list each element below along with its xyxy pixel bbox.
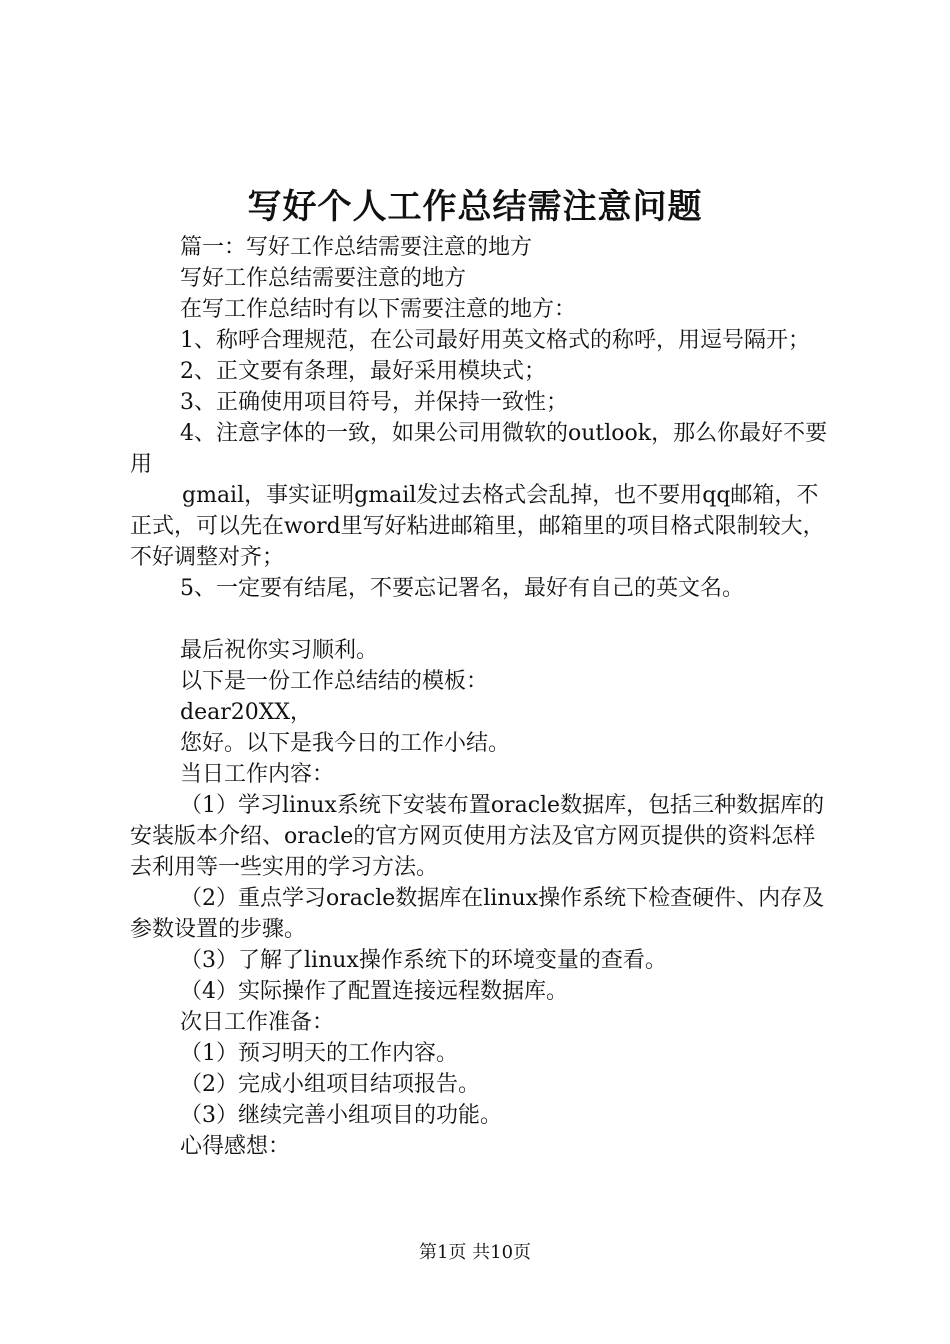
paragraph: 2、正文要有条理，最好采用模块式； xyxy=(180,359,546,384)
paragraph: 5、一定要有结尾，不要忘记署名，最好有自己的英文名。 xyxy=(180,576,744,601)
page-footer: 第1页 共10页 xyxy=(418,1242,532,1263)
paragraph: 您好。以下是我今日的工作小结。 xyxy=(180,731,511,756)
paragraph: 当日工作内容： xyxy=(180,762,335,787)
document-title: 写好个人工作总结需注意问题 xyxy=(247,187,703,227)
paragraph: （1）学习linux系统下安装布置oracle数据库，包括三种数据库的安装版本介绍、oracle的官方网页使用方法及官方网页提供的资料怎样去利用等一些实用的学习方法。 xyxy=(130,793,825,880)
paragraph: 3、正确使用项目符号，并保持一致性； xyxy=(180,390,568,415)
paragraph: （3）了解了linux操作系统下的环境变量的查看。 xyxy=(180,948,667,973)
paragraph: （4）实际操作了配置连接远程数据库。 xyxy=(180,979,568,1004)
paragraph: 篇一：写好工作总结需要注意的地方 xyxy=(180,235,533,260)
paragraph: （3）继续完善小组项目的功能。 xyxy=(180,1103,502,1128)
blank-line xyxy=(130,604,830,635)
paragraph: 心得感想： xyxy=(180,1134,291,1159)
paragraph: （1）预习明天的工作内容。 xyxy=(180,1041,458,1066)
paragraph: gmail，事实证明gmail发过去格式会乱掉，也不要用qq邮箱，不正式，可以先在word里写好粘进邮箱里，邮箱里的项目格式限制较大，不好调整对齐； xyxy=(130,483,825,570)
paragraph: （2）完成小组项目结项报告。 xyxy=(180,1072,480,1097)
paragraph: 写好工作总结需要注意的地方 xyxy=(180,266,467,291)
paragraph: （2）重点学习oracle数据库在linux操作系统下检查硬件、内存及参数设置的步骤。 xyxy=(130,886,825,942)
paragraph: 1、称呼合理规范，在公司最好用英文格式的称呼，用逗号隔开； xyxy=(180,328,810,353)
paragraph: 4、注意字体的一致，如果公司用微软的outlook，那么你最好不要用 xyxy=(130,421,828,477)
paragraph: 以下是一份工作总结结的模板： xyxy=(180,669,489,694)
document-body xyxy=(130,232,830,1162)
paragraph: 次日工作准备： xyxy=(180,1010,335,1035)
paragraph: 在写工作总结时有以下需要注意的地方： xyxy=(180,297,577,322)
paragraph: 最后祝你实习顺利。 xyxy=(180,638,379,663)
paragraph: dear20XX， xyxy=(180,700,313,725)
